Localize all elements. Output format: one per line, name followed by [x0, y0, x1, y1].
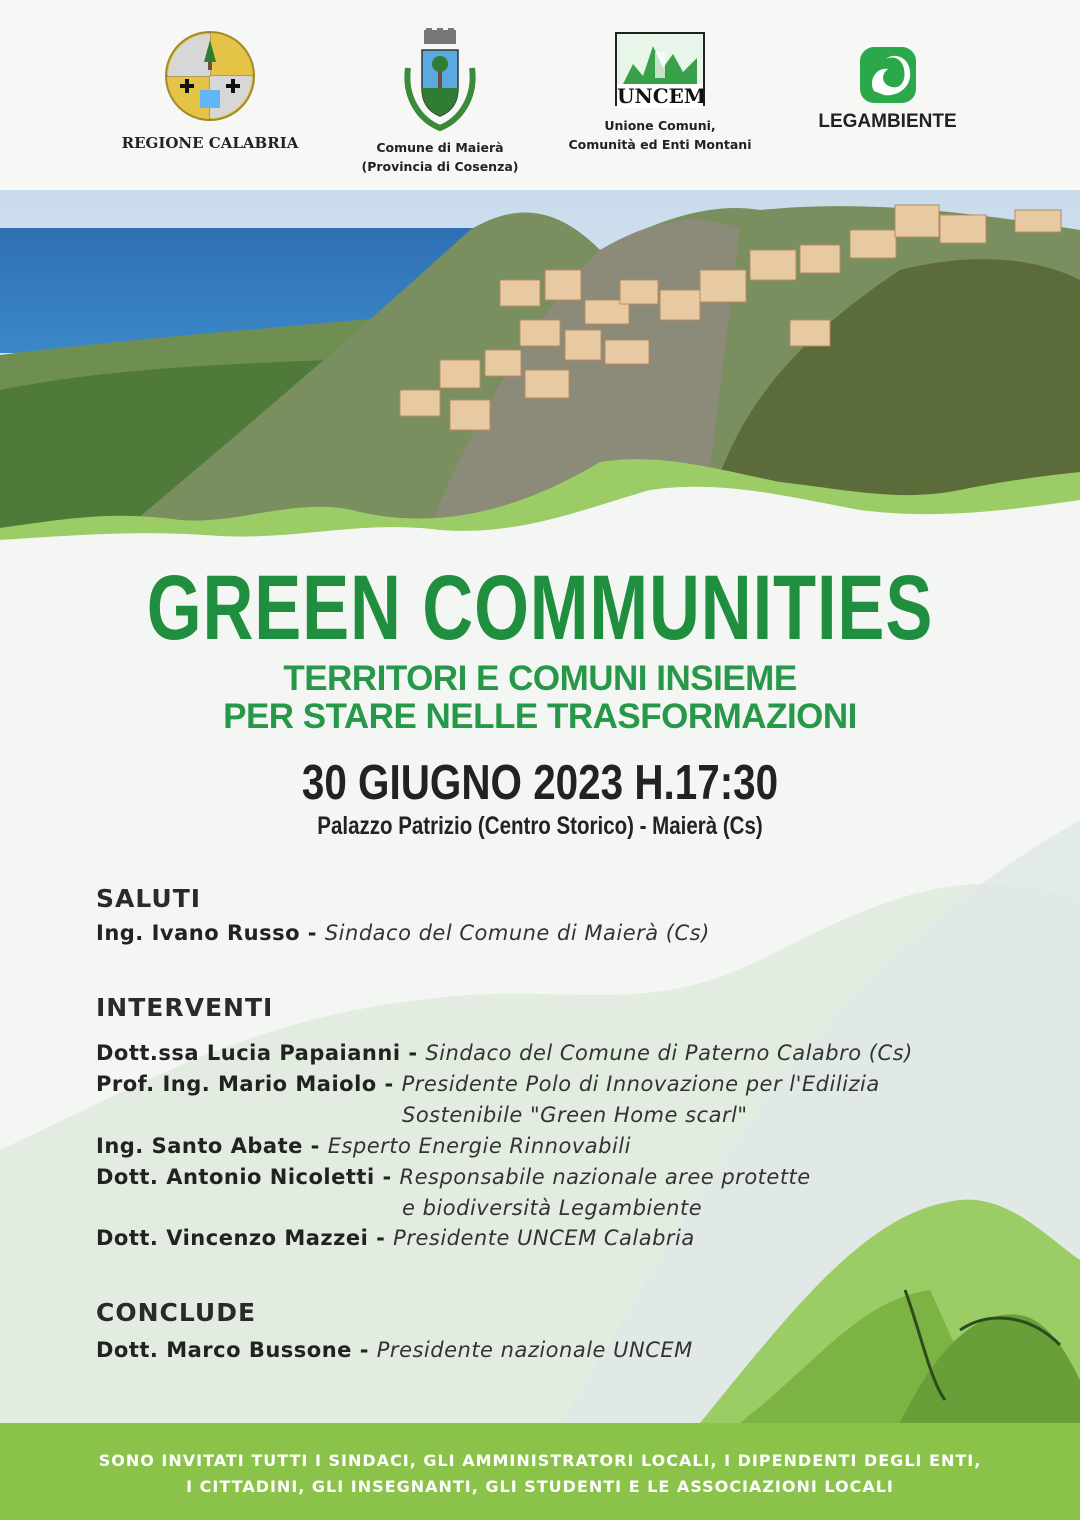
speaker-role-line2: e biodiversità Legambiente [402, 1196, 703, 1220]
speaker-name: Ing. Santo Abate [96, 1134, 303, 1158]
landscape-illustration [0, 190, 1080, 550]
speaker-name: Ing. Ivano Russo [96, 921, 300, 945]
event-venue: Palazzo Patrizio (Centro Storico) - Maierà (Cs) [317, 812, 763, 840]
logo-header [0, 0, 1080, 190]
maiera-coat-of-arms-icon [400, 28, 480, 132]
speaker-row [96, 921, 710, 945]
speaker-role: Esperto Energie Rinnovabili [327, 1134, 631, 1158]
speaker-separator: - [302, 1134, 328, 1158]
speaker-role: Responsabile nazionale aree protette [399, 1165, 811, 1189]
speaker-role: Sindaco del Comune di Paterno Calabro (Cs) [425, 1041, 913, 1065]
speaker-row [96, 1338, 693, 1362]
uncem-caption-line2: Comunità ed Enti Montani [568, 137, 752, 152]
speaker-row [96, 1134, 631, 1158]
speaker-name: Prof. Ing. Mario Maiolo [96, 1072, 377, 1096]
event-title: GREEN COMMUNITIES [146, 557, 934, 660]
speaker-row [96, 1165, 811, 1189]
speaker-role-continuation [402, 1196, 702, 1220]
speaker-role: Presidente Polo di Innovazione per l'Edilizia [401, 1072, 880, 1096]
speaker-row [96, 1072, 880, 1096]
legambiente-caption: LEGAMBIENTE [818, 111, 957, 132]
saluti-heading: SALUTI [96, 884, 202, 913]
event-subtitle [0, 660, 1080, 736]
legambiente-logo [805, 45, 970, 133]
speaker-role: Presidente UNCEM Calabria [393, 1226, 695, 1250]
speaker-name: Dott.ssa Lucia Papaianni [96, 1041, 401, 1065]
conclude-heading: CONCLUDE [96, 1298, 257, 1327]
speaker-separator: - [300, 921, 325, 945]
invitation-footer [0, 1423, 1080, 1520]
speaker-role: Sindaco del Comune di Maierà (Cs) [324, 921, 710, 945]
speaker-separator: - [376, 1072, 402, 1096]
uncem-building-icon [617, 36, 703, 86]
speaker-name: Dott. Antonio Nicoletti [96, 1165, 375, 1189]
speaker-separator: - [400, 1041, 426, 1065]
speaker-separator: - [368, 1226, 394, 1250]
speaker-role: Presidente nazionale UNCEM [376, 1338, 693, 1362]
comune-maiera-caption-line2: (Provincia di Cosenza) [361, 159, 519, 174]
event-subtitle-line2: PER STARE NELLE TRASFORMAZIONI [223, 697, 857, 736]
speaker-row [96, 1041, 913, 1065]
comune-maiera-caption-line1: Comune di Maierà [376, 140, 504, 155]
speaker-row [96, 1226, 695, 1250]
uncem-caption-line1: Unione Comuni, [604, 118, 716, 133]
comune-maiera-logo [350, 28, 530, 174]
speaker-name: Dott. Marco Bussone [96, 1338, 352, 1362]
speaker-name: Dott. Vincenzo Mazzei [96, 1226, 369, 1250]
calabria-emblem-icon [164, 30, 256, 122]
speaker-separator: - [351, 1338, 377, 1362]
speaker-role-line2: Sostenibile "Green Home scarl" [402, 1103, 748, 1127]
footer-line1: SONO INVITATI TUTTI I SINDACI, GLI AMMINISTRATORI LOCALI, I DIPENDENTI DEGLI ENTI, [98, 1451, 982, 1470]
speaker-role-continuation [402, 1103, 748, 1127]
regione-calabria-caption: REGIONE CALABRIA [121, 134, 299, 152]
event-datetime: 30 GIUGNO 2023 H.17:30 [301, 753, 779, 810]
legambiente-swan-icon [858, 45, 918, 105]
uncem-logo [560, 32, 760, 152]
event-subtitle-line1: TERRITORI E COMUNI INSIEME [283, 659, 797, 698]
uncem-mark-text: UNCEM [617, 84, 707, 108]
footer-line2: I CITTADINI, GLI INSEGNANTI, GLI STUDENTI E LE ASSOCIAZIONI LOCALI [186, 1477, 894, 1496]
speaker-separator: - [374, 1165, 400, 1189]
village-landscape-photo [0, 190, 1080, 550]
regione-calabria-logo [110, 30, 310, 152]
interventi-heading: INTERVENTI [96, 993, 274, 1022]
uncem-mark [615, 32, 705, 106]
